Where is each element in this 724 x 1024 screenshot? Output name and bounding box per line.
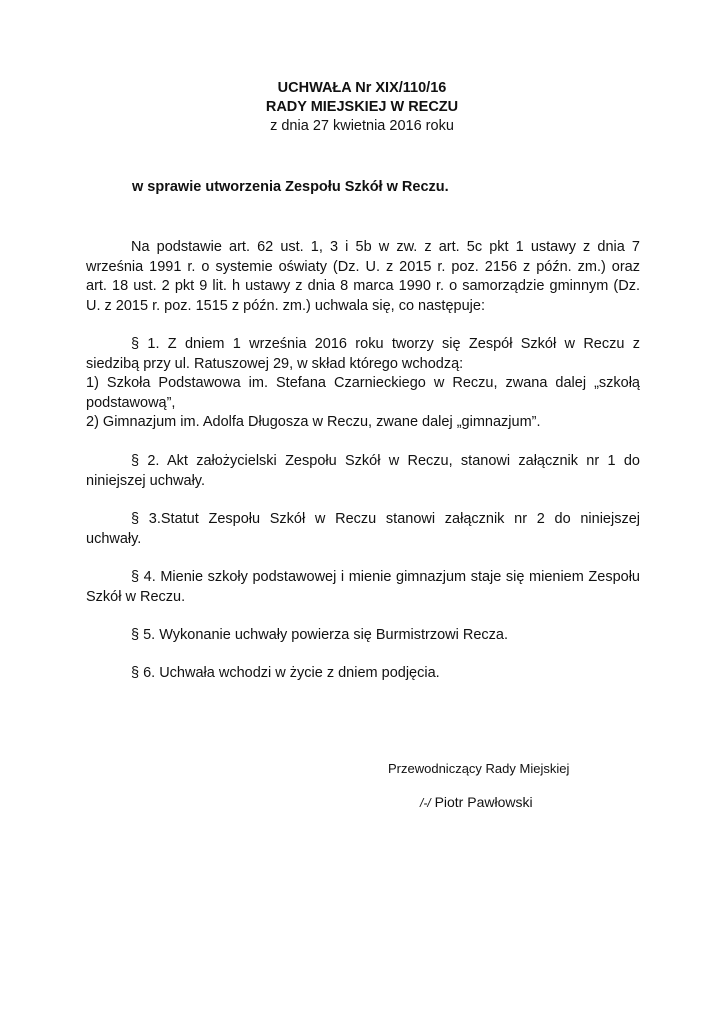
signature-block xyxy=(420,793,533,812)
section-2-line: § 2. Akt założycielski Zespołu Szkół w Reczu, stanowi załącznik nr 1 do xyxy=(131,453,640,469)
section-6-line: § 6. Uchwała wchodzi w życie z dniem podjęcia. xyxy=(131,665,440,681)
section-2 xyxy=(86,452,640,491)
section-5 xyxy=(86,626,640,646)
section-3 xyxy=(86,510,640,549)
section-1-line: siedzibą przy ul. Ratuszowej 29, w skład którego wchodzą: xyxy=(86,355,464,372)
preamble-line: września 1991 r. o systemie oświaty (Dz. U. z 2015 r. poz. 2156 z późn. zm.) oraz xyxy=(86,258,640,275)
section-1-item-1: 1) Szkoła Podstawowa im. Stefana Czarnieckiego w Reczu, zwana dalej „szkołą xyxy=(86,375,640,391)
preamble-line: U. z 2015 r. poz. 1515 z późn. zm.) uchwala się, co następuje: xyxy=(86,297,485,314)
resolution-subject: w sprawie utworzenia Zespołu Szkół w Reczu. xyxy=(132,179,449,195)
section-1-line: § 1. Z dniem 1 września 2016 roku tworzy się Zespół Szkół w Reczu z xyxy=(131,336,640,352)
signature-mark: /-/ xyxy=(420,796,431,810)
preamble-line: art. 18 ust. 2 pkt 9 lit. h ustawy z dnia 8 marca 1990 r. o samorządzie gminnym (Dz. xyxy=(86,278,640,294)
section-1-item-2: 2) Gimnazjum im. Adolfa Długosza w Reczu, zwane dalej „gimnazjum”. xyxy=(86,414,541,430)
section-5-line: § 5. Wykonanie uchwały powierza się Burmistrzowi Recza. xyxy=(131,627,509,643)
preamble-paragraph xyxy=(86,238,640,316)
resolution-number: UCHWAŁA Nr XIX/110/16 xyxy=(277,80,447,96)
section-1 xyxy=(86,335,640,433)
section-4 xyxy=(86,568,640,607)
section-1-item-1-cont: podstawową”, xyxy=(86,394,176,411)
council-name: RADY MIEJSKIEJ W RECZU xyxy=(265,99,459,115)
section-3-line: § 3.Statut Zespołu Szkół w Reczu stanowi załącznik nr 2 do niniejszej xyxy=(131,511,640,527)
resolution-date: z dnia 27 kwietnia 2016 roku xyxy=(270,118,454,134)
section-3-line: uchwały. xyxy=(86,530,142,547)
signatory-name: Piotr Pawłowski xyxy=(434,794,533,810)
preamble-line: Na podstawie art. 62 ust. 1, 3 i 5b w zw. z art. 5c pkt 1 ustawy z dnia 7 xyxy=(131,239,640,255)
resolution-header xyxy=(0,79,724,136)
section-4-line: § 4. Mienie szkoły podstawowej i mienie gimnazjum staje się mieniem Zespołu xyxy=(131,569,640,585)
signature-title: Przewodniczący Rady Miejskiej xyxy=(388,761,570,776)
section-6 xyxy=(86,664,640,684)
section-4-line: Szkół w Reczu. xyxy=(86,588,186,605)
section-2-line: niniejszej uchwały. xyxy=(86,472,206,489)
